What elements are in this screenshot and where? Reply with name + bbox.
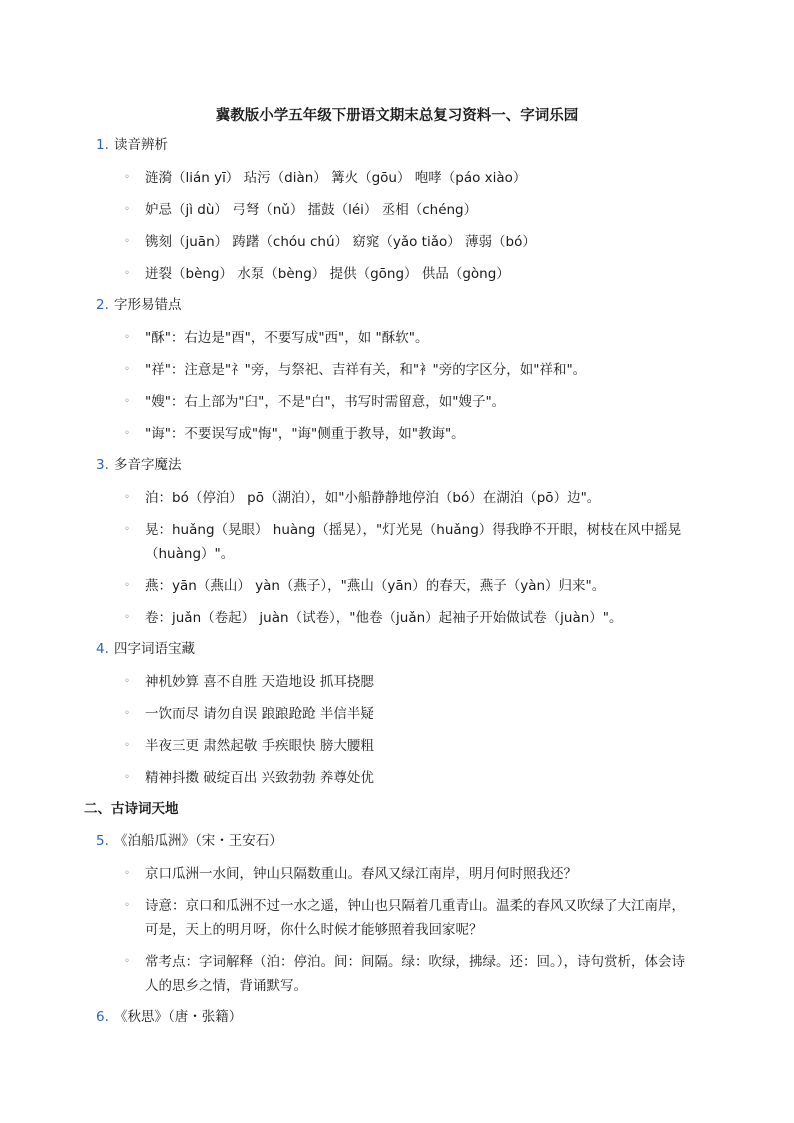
list-item: ◦ 卷：juǎn（卷起） juàn（试卷），"他卷（juǎn）起袖子开始做试卷（juàn）"。 bbox=[96, 606, 696, 630]
poem-heading-5 bbox=[96, 830, 696, 862]
list-item: ◦ "嫂"：右上部为"臼"，不是"白"，书写时需留意，如"嫂子"。 bbox=[96, 390, 696, 414]
list-item: ◦ 燕：yān（燕山） yàn（燕子），"燕山（yān）的春天，燕子（yàn）归来"。 bbox=[96, 574, 696, 598]
section-list-2 bbox=[96, 326, 696, 446]
section-list-4 bbox=[96, 670, 696, 790]
list-item: ◦ "诲"：不要误写成"悔"，"诲"侧重于教导，如"教诲"。 bbox=[96, 422, 696, 446]
section-heading-2 bbox=[96, 294, 696, 326]
list-item: ◦ 晃：huǎng（晃眼） huàng（摇晃），"灯光晃（huǎng）得我睁不开眼，树枝在风中摇晃（huàng）"。 bbox=[96, 518, 696, 566]
section-list-1 bbox=[96, 166, 696, 286]
section-number: 1. bbox=[96, 137, 109, 153]
list-item: ◦ 精神抖擞 破绽百出 兴致勃勃 养尊处优 bbox=[96, 766, 696, 790]
list-item: ◦ "酥"：右边是"酉"，不要写成"西"，如 "酥软"。 bbox=[96, 326, 696, 350]
poem-heading-6 bbox=[96, 1006, 696, 1038]
document-body bbox=[84, 134, 696, 1038]
section-list-3 bbox=[96, 486, 696, 630]
section-heading-1 bbox=[96, 134, 696, 166]
section-number: 5. bbox=[96, 833, 109, 849]
list-item: ◦ "祥"：注意是"礻"旁，与祭祀、吉祥有关，和"衤"旁的字区分，如"祥和"。 bbox=[96, 358, 696, 382]
part-two-heading: 二、古诗词天地 bbox=[84, 801, 179, 817]
section-heading-3 bbox=[96, 454, 696, 486]
list-item: ◦ 迸裂（bèng） 水泵（bèng） 提供（gōng） 供品（gòng） bbox=[96, 262, 696, 286]
section-title: 四字词语宝藏 bbox=[114, 641, 195, 657]
poem-title: 《泊船瓜洲》（宋・王安石） bbox=[114, 833, 283, 849]
section-number: 3. bbox=[96, 457, 109, 473]
list-item: ◦ 镌刻（juān） 踌躇（chóu chú） 窈窕（yǎo tiǎo） 薄弱（bó） bbox=[96, 230, 696, 254]
list-item: ◦ 一饮而尽 请勿自误 踉踉跄跄 半信半疑 bbox=[96, 702, 696, 726]
list-item: ◦ 涟漪（lián yī） 玷污（diàn） 篝火（gōu） 咆哮（páo xiào） bbox=[96, 166, 696, 190]
section-title: 字形易错点 bbox=[114, 297, 182, 313]
list-item: ◦ 半夜三更 肃然起敬 手疾眼快 膀大腰粗 bbox=[96, 734, 696, 758]
list-item: ◦ 常考点：字词解释（泊：停泊。间：间隔。绿：吹绿，拂绿。还：回。），诗句赏析，体会诗人的思乡之情，背诵默写。 bbox=[96, 950, 696, 998]
section-title: 读音辨析 bbox=[114, 137, 168, 153]
list-item: ◦ 泊：bó（停泊） pō（湖泊），如"小船静静地停泊（bó）在湖泊（pō）边"。 bbox=[96, 486, 696, 510]
list-item: ◦ 神机妙算 喜不自胜 天造地设 抓耳挠腮 bbox=[96, 670, 696, 694]
poem-list-5 bbox=[96, 862, 696, 998]
section-number: 6. bbox=[96, 1009, 109, 1025]
list-item: ◦ 京口瓜洲一水间，钟山只隔数重山。春风又绿江南岸，明月何时照我还？ bbox=[96, 862, 696, 886]
list-item: ◦ 诗意：京口和瓜洲不过一水之遥，钟山也只隔着几重青山。温柔的春风又吹绿了大江南岸，可是，天上的明月呀，你什么时候才能够照着我回家呢？ bbox=[96, 894, 696, 942]
list-item: ◦ 妒忌（jì dù） 弓弩（nǔ） 擂鼓（léi） 丞相（chéng） bbox=[96, 198, 696, 222]
poem-title: 《秋思》（唐・张籍） bbox=[114, 1009, 243, 1025]
section-title: 多音字魔法 bbox=[114, 457, 182, 473]
document-title: 冀教版小学五年级下册语文期末总复习资料一、字词乐园 bbox=[215, 108, 579, 124]
section-number: 2. bbox=[96, 297, 109, 313]
section-number: 4. bbox=[96, 641, 109, 657]
section-heading-4 bbox=[96, 638, 696, 670]
